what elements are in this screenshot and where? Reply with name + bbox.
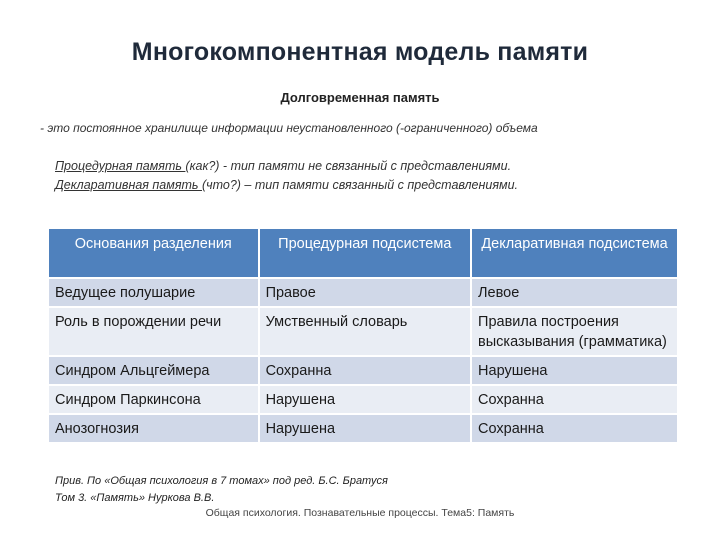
definition-text: - это постоянное хранилище информации неустановленного (-ограниченного) объема <box>40 121 538 135</box>
procedural-memory-term: Процедурная память <box>55 159 186 173</box>
table-cell: Нарушена <box>259 385 471 414</box>
source-note-line: Прив. По «Общая психология в 7 томах» под ред. Б.С. Братуся <box>55 475 388 487</box>
table-cell: Анозогнозия <box>49 414 259 442</box>
slide-title: Многокомпонентная модель памяти <box>131 38 589 66</box>
table-row <box>49 278 677 307</box>
header-basis: Основания разделения <box>49 229 259 278</box>
table-row <box>49 385 677 414</box>
table-cell: Сохранна <box>471 385 677 414</box>
table-cell: Нарушена <box>259 414 471 442</box>
table-cell: Нарушена <box>471 356 677 385</box>
slide-footer <box>0 507 720 519</box>
comparison-table <box>49 229 677 442</box>
table-cell: Правила построения высказывания (грамматика) <box>471 307 677 356</box>
table-cell: Сохранна <box>471 414 677 442</box>
table-cell: Синдром Паркинсона <box>49 385 259 414</box>
table-cell: Умственный словарь <box>259 307 471 356</box>
procedural-memory-description: (как?) - тип памяти не связанный с представлениями. <box>185 159 512 173</box>
table-cell: Правое <box>259 278 471 307</box>
table-row <box>49 414 677 442</box>
header-procedural: Процедурная подсистема <box>259 229 471 278</box>
footer-text: Общая психология. Познавательные процессы. Тема5: Память <box>205 507 515 519</box>
declarative-memory-line <box>55 176 518 195</box>
declarative-memory-description: (что?) – тип памяти связанный с представлениями. <box>201 178 519 192</box>
slide-subtitle: Долговременная память <box>280 90 440 105</box>
table-cell: Роль в порождении речи <box>49 307 259 356</box>
table-cell: Синдром Альцгеймера <box>49 356 259 385</box>
declarative-memory-term: Декларативная память <box>55 178 202 192</box>
procedural-memory-line <box>55 157 518 176</box>
header-declarative: Декларативная подсистема <box>471 229 677 278</box>
table-header-row <box>49 229 677 278</box>
table-row <box>49 356 677 385</box>
table-cell: Сохранна <box>259 356 471 385</box>
table-cell: Ведущее полушарие <box>49 278 259 307</box>
table-cell: Левое <box>471 278 677 307</box>
memory-types <box>55 157 518 195</box>
table-row <box>49 307 677 356</box>
source-note <box>55 473 388 507</box>
source-note-line: Том 3. «Память» Нуркова В.В. <box>55 492 215 504</box>
